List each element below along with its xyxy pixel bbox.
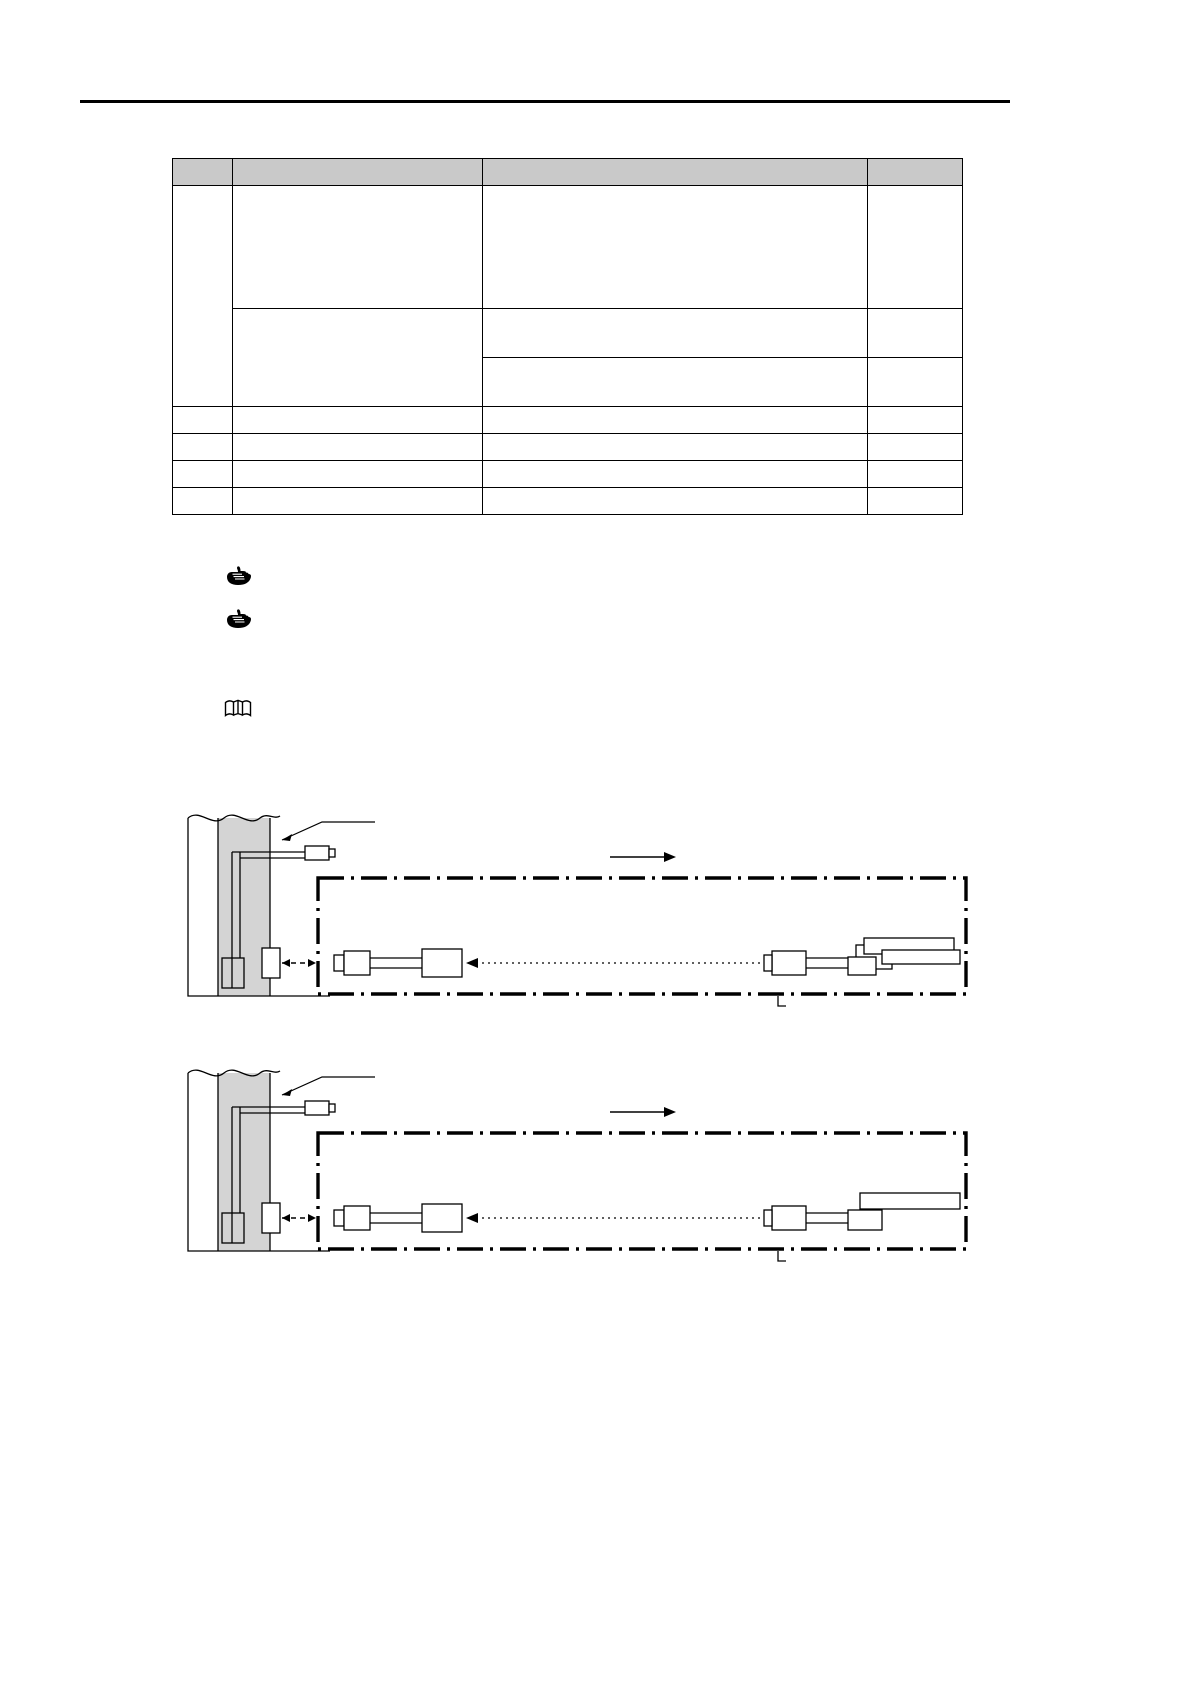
table-cell-remarks [868,461,963,488]
table-cell-no [173,407,233,434]
table-row [173,461,963,488]
connector-upper [305,846,329,860]
table-row [173,407,963,434]
table-header-item [233,159,483,186]
table-cell-no [173,488,233,515]
table-cell-item [233,461,483,488]
wall-outlet [262,1203,280,1233]
connection-arrow-right [308,959,316,967]
connection-arrow-right [308,1214,316,1222]
table-cell-no [173,434,233,461]
table-header-no [173,159,233,186]
kit-boundary-2 [318,1133,966,1249]
table-cell-remarks [868,358,963,407]
table-row [173,488,963,515]
plug-left-tip [334,955,344,971]
plug-right-tip [764,1210,772,1226]
ferrite-left [422,1204,462,1232]
dimension-tick-2 [778,1251,786,1261]
leader-arrowhead-1 [282,834,292,841]
pointing-hand-icon [224,608,254,630]
plug-left-tip [334,1210,344,1226]
center-arrow-left [466,1213,478,1223]
device-right-base [848,957,876,975]
table-cell-no [173,461,233,488]
note-item [224,565,266,587]
open-book-icon [224,698,252,718]
leader-arrowhead-2 [282,1089,292,1096]
specification-table [172,158,963,515]
connector-upper [305,1101,329,1115]
table-cell-remarks [868,309,963,358]
table-cell-no [173,186,233,407]
figure-1 [170,800,990,1015]
center-arrow-left [466,958,478,968]
cable-routing-diagram-1 [170,800,990,1015]
table-cell-description [483,461,868,488]
cable-routing-diagram-2 [170,1055,990,1270]
table-header-row [173,159,963,186]
direction-arrow-head [664,1107,676,1117]
connection-arrow-left [282,1214,290,1222]
table-header-remarks [868,159,963,186]
kit-boundary-1 [318,878,966,994]
connector-upper-tip [329,849,335,857]
device-right-base [848,1210,882,1230]
device-right-bar-2 [882,950,960,964]
table-header-description [483,159,868,186]
ferrite-left [422,949,462,977]
table-cell-description [483,434,868,461]
table-cell-remarks [868,186,963,309]
table-row [173,186,963,309]
device-right-bar [860,1193,960,1209]
table-cell-description [483,407,868,434]
table-cell-description [483,358,868,407]
plug-right-body [772,951,806,975]
table-row [173,434,963,461]
plug-left-body [344,951,370,975]
note-item [224,698,264,718]
table-cell-remarks [868,434,963,461]
dimension-tick-1 [778,996,786,1006]
plug-right-body [772,1206,806,1230]
table-cell-description [483,488,868,515]
connection-arrow-left [282,959,290,967]
table-cell-item [233,407,483,434]
table-cell-remarks [868,407,963,434]
plug-right-tip [764,955,772,971]
wall-outlet [262,948,280,978]
table-row [173,309,963,358]
table-cell-item [233,434,483,461]
leader-line-2 [282,1077,375,1095]
note-item [224,608,266,630]
table-cell-description [483,186,868,309]
header-divider [80,100,1010,103]
leader-line-1 [282,822,375,840]
table-cell-remarks [868,488,963,515]
figure-2 [170,1055,990,1270]
table-cell-item [233,488,483,515]
cable-left-run [370,1213,422,1223]
table-cell-item [233,309,483,407]
pointing-hand-icon [224,565,254,587]
direction-arrow-head [664,852,676,862]
table-cell-item [233,186,483,309]
plug-left-body [344,1206,370,1230]
cable-left-run [370,958,422,968]
table-cell-description [483,309,868,358]
connector-upper-tip [329,1104,335,1112]
